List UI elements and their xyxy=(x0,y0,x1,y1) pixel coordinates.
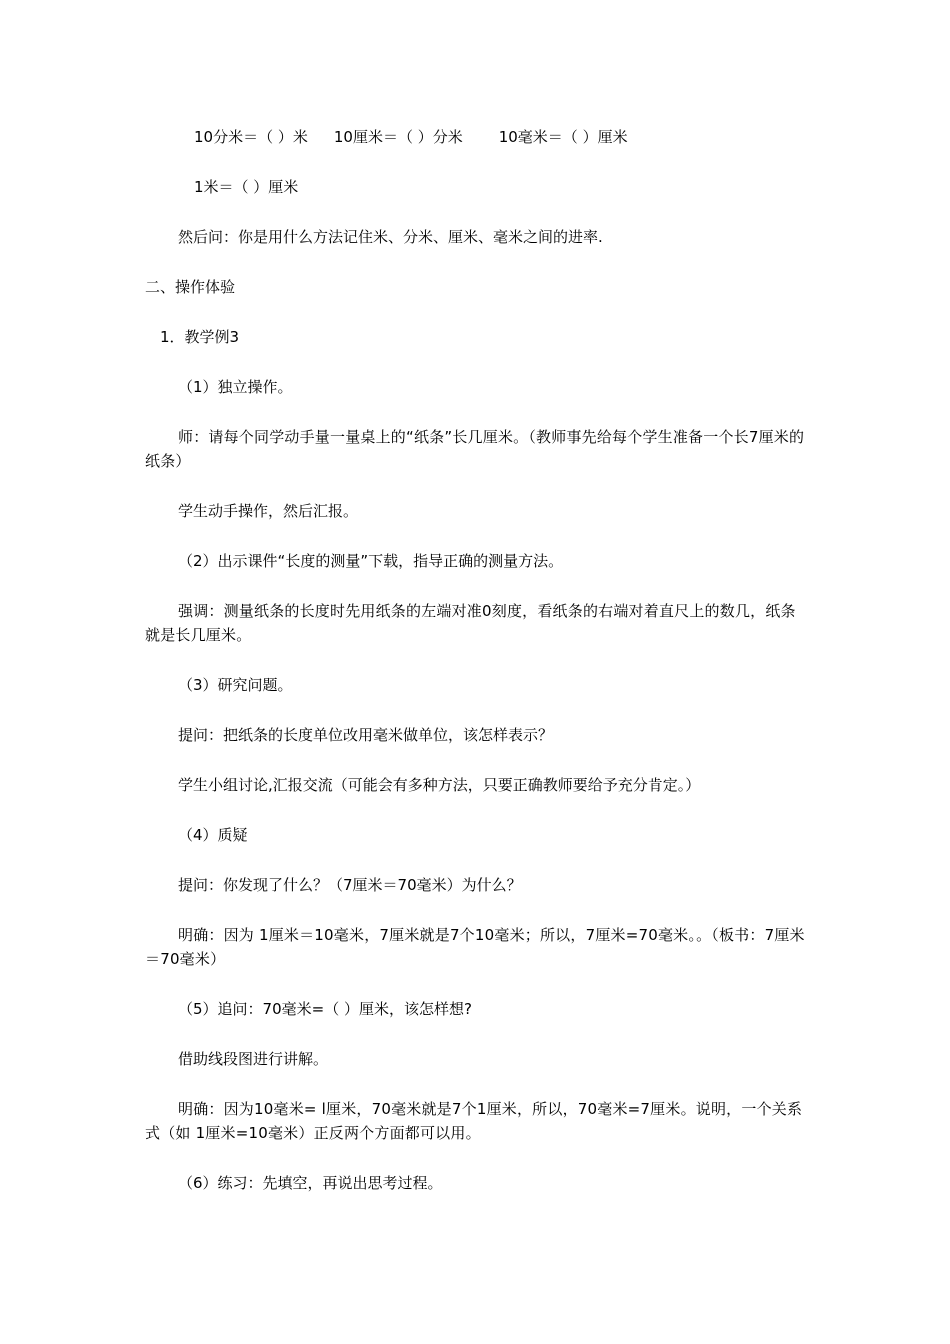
step-5: （5）追问：70毫米=（ ）厘米，该怎样想? xyxy=(178,1000,472,1018)
conversion-row-1 xyxy=(194,125,628,149)
clarify-paragraph-1: 明确：因为 1厘米＝10毫米，7厘米就是7个10毫米；所以，7厘米=70毫米。。（板书：7厘米＝70毫米） xyxy=(145,926,805,968)
conversion-cm-dm: 10厘米＝（ ）分米 xyxy=(333,128,463,146)
step-4: （4）质疑 xyxy=(178,826,248,844)
question-method: 然后问：你是用什么方法记住米、分米、厘米、毫米之间的进率. xyxy=(178,228,603,246)
clarify-paragraph-2: 明确：因为10毫米= l厘米，70毫米就是7个1厘米，所以，70毫米=7厘米。说明，一个关系式（如 1厘米=10毫米）正反两个方面都可以用。 xyxy=(145,1100,803,1142)
step-3: （3）研究问题。 xyxy=(178,676,293,694)
question-2: 提问：你发现了什么？（7厘米＝70毫米）为什么？ xyxy=(178,876,522,894)
conversion-mm-cm: 10毫米＝（ ）厘米 xyxy=(498,128,628,146)
emphasis-paragraph: 强调：测量纸条的长度时先用纸条的左端对准0刻度，看纸条的右端对着直尺上的数几，纸条就是长几厘米。 xyxy=(145,602,796,644)
teacher-paragraph: 师：请每个同学动手量一量桌上的“纸条”长几厘米。（教师事先给每个学生准备一个长7厘米的纸条） xyxy=(145,428,805,470)
conversion-m-cm: 1米＝（ ）厘米 xyxy=(194,178,299,196)
step-2: （2）出示课件“长度的测量”下载，指导正确的测量方法。 xyxy=(178,552,564,570)
section-heading: 二、操作体验 xyxy=(145,278,236,296)
step-6: （6）练习：先填空，再说出思考过程。 xyxy=(178,1174,443,1192)
item-heading: 1．教学例3 xyxy=(160,328,240,346)
question-1: 提问：把纸条的长度单位改用毫米做单位，该怎样表示？ xyxy=(178,726,554,744)
discussion-paragraph: 学生小组讨论,汇报交流（可能会有多种方法，只要正确教师要给予充分肯定。） xyxy=(178,776,701,794)
conversion-dm-m: 10分米＝（ ）米 xyxy=(194,128,308,146)
segment-paragraph: 借助线段图进行讲解。 xyxy=(178,1050,329,1068)
step-1: （1）独立操作。 xyxy=(178,378,293,396)
students-paragraph: 学生动手操作，然后汇报。 xyxy=(178,502,359,520)
